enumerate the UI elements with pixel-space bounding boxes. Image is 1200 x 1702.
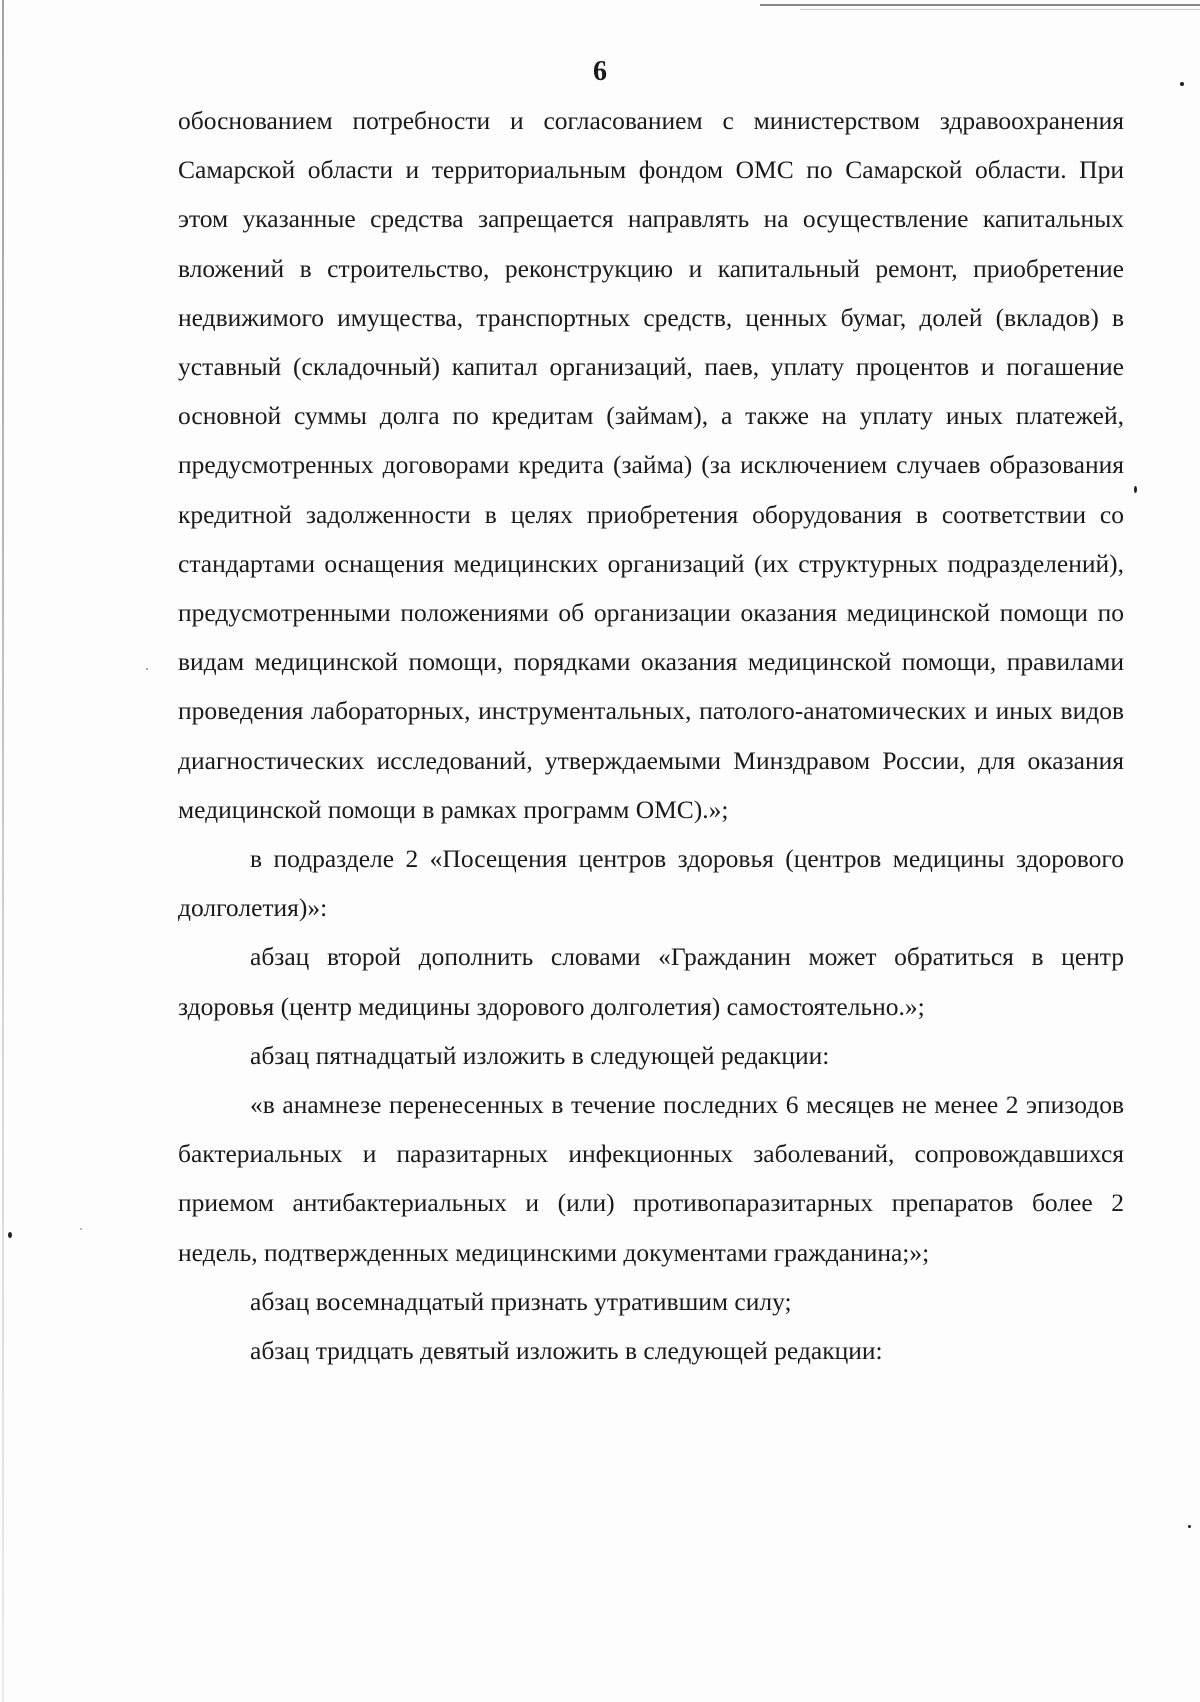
scan-top-line-artifact <box>760 4 1200 6</box>
paragraph-subsection-2: в подразделе 2 «Посещения центров здоровья (центров медицины здорового долголетия)»: <box>178 844 1124 923</box>
paragraph-abzac-18: абзац восемнадцатый признать утратившим силу; <box>250 1286 792 1316</box>
scan-speck <box>146 668 148 670</box>
scan-speck <box>80 1228 82 1230</box>
scan-speck <box>1188 1525 1191 1528</box>
paragraph-abzac-15-text: «в анамнезе перенесенных в течение последних 6 месяцев не менее 2 эпизодов бактериальных и паразитарных инфекционных заболеваний, сопровождавшихся приемом антибактериальных и (или) противопаразитарных препаратов более 2 недель, подтвержденных медицинскими документами гражданина;»; <box>178 1090 1124 1267</box>
scan-top-line-artifact-secondary <box>800 9 1200 10</box>
paragraph-continuation: обоснованием потребности и согласованием с министерством здравоохранения Самарской области и территориальным фондом ОМС по Самарской области. При этом указанные средства запрещается направлять на осуществление капитальных вложений в строительство, реконструкцию и капитальный ремонт, приобретение недвижимого имущества, транспортных средств, ценных бумаг, долей (вкладов) в уставный (складочный) капитал организаций, паев, уплату процентов и погашение основной суммы долга по кредитам (займам), а также на уплату иных платежей, предусмотренных договорами кредита (займа) (за исключением случаев образования кредитной задолженности в целях приобретения оборудования в соответствии со стандартами оснащения медицинских организаций (их структурных подразделений), предусмотренными положениями об организации оказания медицинской помощи по видам медицинской помощи, порядками оказания медицинской помощи, правилами проведения лабораторных, инструментальных, патолого-анатомических и иных видов диагностических исследований, утверждаемыми Минздравом России, для оказания медицинской помощи в рамках программ ОМС).»; <box>178 106 1124 824</box>
page-number: 6 <box>593 56 607 87</box>
scan-speck <box>1134 486 1137 493</box>
paragraph-abzac-39: абзац тридцать девятый изложить в следующей редакции: <box>250 1336 883 1366</box>
scan-speck <box>8 1232 12 1238</box>
scan-edge-artifact <box>2 0 4 1702</box>
document-body <box>178 96 1124 1375</box>
paragraph-abzac-2: абзац второй дополнить словами «Гражданин может обратиться в центр здоровья (центр медицины здорового долголетия) самостоятельно.»; <box>178 942 1124 1021</box>
paragraph-abzac-15: абзац пятнадцатый изложить в следующей редакции: <box>250 1040 830 1070</box>
